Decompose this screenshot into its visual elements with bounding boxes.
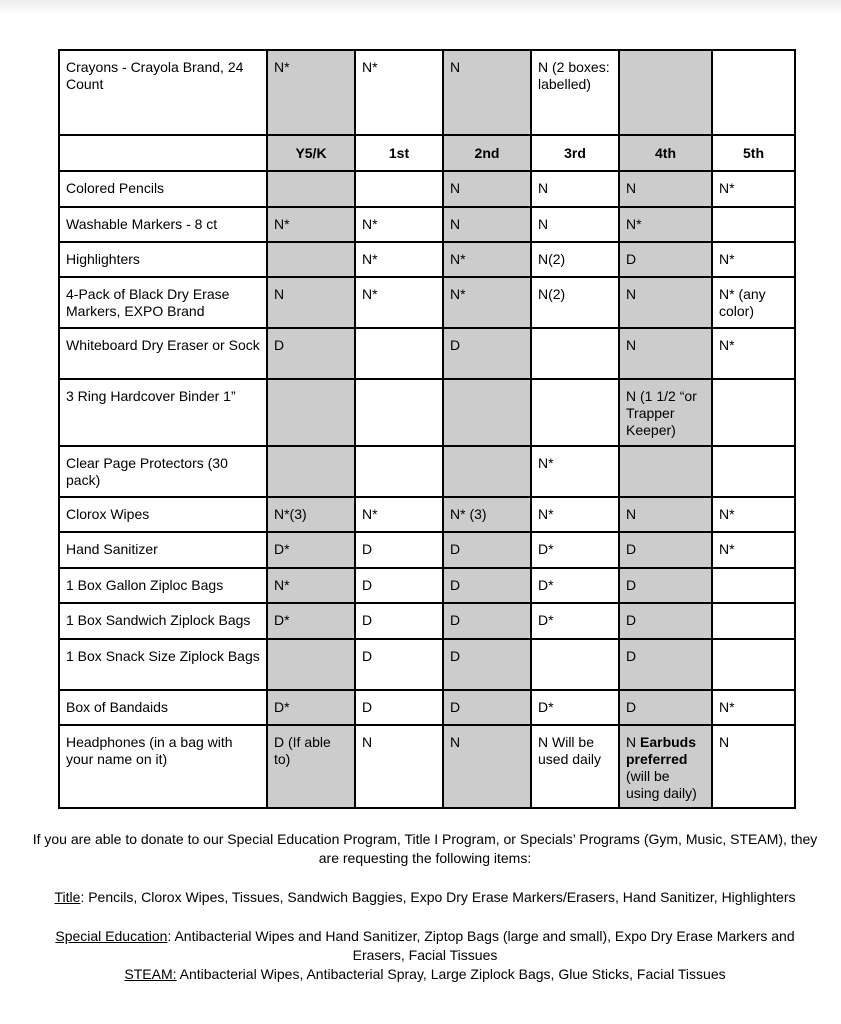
grade-cell: N (443, 50, 531, 135)
grade-header: 4th (619, 135, 712, 171)
item-name: 4-Pack of Black Dry Erase Markers, EXPO Brand (59, 277, 267, 328)
table-row (59, 242, 795, 277)
item-name: 1 Box Snack Size Ziplock Bags (59, 639, 267, 690)
steam-label: STEAM: (124, 966, 177, 982)
grade-cell (267, 379, 355, 446)
grade-cell: N* (443, 277, 531, 328)
item-name: 3 Ring Hardcover Binder 1” (59, 379, 267, 446)
grade-header: 3rd (531, 135, 619, 171)
grade-cell (355, 446, 443, 497)
grade-cell (355, 328, 443, 379)
grade-cell: D* (267, 532, 355, 568)
grade-cell: N*(3) (267, 497, 355, 532)
title-program-label: Title (54, 889, 81, 905)
grade-cell: D (267, 328, 355, 379)
grade-cell: D (619, 568, 712, 603)
item-name: Headphones (in a bag with your name on it) (59, 725, 267, 808)
grade-cell: N* (531, 497, 619, 532)
grade-cell (712, 379, 795, 446)
grade-cell (531, 328, 619, 379)
grade-header: 5th (712, 135, 795, 171)
grade-cell: N (443, 171, 531, 207)
grade-header: Y5/K (267, 135, 355, 171)
item-name: Hand Sanitizer (59, 532, 267, 568)
grade-cell: N (619, 497, 712, 532)
grade-cell: N (443, 725, 531, 808)
grade-cell: D* (531, 690, 619, 725)
grade-cell: D* (531, 532, 619, 568)
grade-header-row (59, 135, 795, 171)
grade-cell: D (619, 690, 712, 725)
grade-cell: N* (355, 497, 443, 532)
grade-cell (531, 379, 619, 446)
grade-cell: N (2 boxes: labelled) (531, 50, 619, 135)
grade-cell (712, 603, 795, 639)
grade-cell (531, 639, 619, 690)
special-education-line (30, 927, 820, 965)
item-name: 1 Box Sandwich Ziplock Bags (59, 603, 267, 639)
grade-cell: N (443, 207, 531, 242)
grade-cell: D (355, 639, 443, 690)
page-top-shadow (0, 0, 841, 14)
grade-cell: D (355, 532, 443, 568)
grade-cell: N* (267, 207, 355, 242)
cell-text: N (626, 734, 640, 750)
grade-cell: N* (531, 446, 619, 497)
table-row (59, 277, 795, 328)
grade-cell: N (267, 277, 355, 328)
grade-cell: N* (267, 50, 355, 135)
grade-cell (712, 639, 795, 690)
grade-cell: D* (267, 603, 355, 639)
item-name: Clorox Wipes (59, 497, 267, 532)
grade-cell (712, 446, 795, 497)
grade-cell (267, 171, 355, 207)
grade-cell: D (443, 690, 531, 725)
title-program-line (30, 888, 820, 907)
grade-cell: N* (712, 242, 795, 277)
item-name: Clear Page Protectors (30 pack) (59, 446, 267, 497)
grade-cell: N (619, 277, 712, 328)
grade-cell: D (619, 603, 712, 639)
grade-cell: N* (712, 532, 795, 568)
grade-cell: N (1 1/2 “or Trapper Keeper) (619, 379, 712, 446)
item-name: Box of Bandaids (59, 690, 267, 725)
item-name: Washable Markers - 8 ct (59, 207, 267, 242)
grade-cell: N* (any color) (712, 277, 795, 328)
grade-cell: D (355, 568, 443, 603)
header-blank-cell (59, 135, 267, 171)
grade-cell: N* (355, 207, 443, 242)
grade-cell: N* (355, 50, 443, 135)
table-row (59, 379, 795, 446)
steam-line (30, 965, 820, 984)
grade-cell: D (443, 568, 531, 603)
donation-intro: If you are able to donate to our Special Education Program, Title I Program, or Specials’ Programs (Gym, Music, STEAM), they are requesting the following items: (32, 831, 818, 866)
grade-cell (355, 379, 443, 446)
cell-text: (will be using daily) (626, 768, 697, 801)
earbuds-preferred-note: Earbuds preferred (626, 734, 697, 767)
grade-cell: N* (712, 171, 795, 207)
grade-header: 1st (355, 135, 443, 171)
grade-cell: D* (267, 690, 355, 725)
item-name: Crayons - Crayola Brand, 24 Count (59, 50, 267, 135)
grade-cell: D (619, 242, 712, 277)
grade-cell: D (355, 603, 443, 639)
grade-cell: D (355, 690, 443, 725)
table-row (59, 690, 795, 725)
grade-cell: D (443, 328, 531, 379)
table-row (59, 50, 795, 135)
grade-cell (443, 379, 531, 446)
donation-notes (30, 830, 820, 984)
table-row (59, 171, 795, 207)
grade-cell (443, 446, 531, 497)
table-row (59, 328, 795, 379)
item-name: Whiteboard Dry Eraser or Sock (59, 328, 267, 379)
grade-cell: D (619, 639, 712, 690)
supply-table-body (59, 50, 795, 808)
table-row (59, 497, 795, 532)
grade-cell: N* (712, 690, 795, 725)
grade-cell: N* (443, 242, 531, 277)
item-name: 1 Box Gallon Ziploc Bags (59, 568, 267, 603)
grade-cell: N Will be used daily (531, 725, 619, 808)
grade-cell: D (443, 603, 531, 639)
grade-cell (712, 207, 795, 242)
grade-cell: N (355, 725, 443, 808)
grade-cell: N* (267, 568, 355, 603)
grade-cell: N* (712, 497, 795, 532)
grade-cell (267, 446, 355, 497)
grade-cell (355, 171, 443, 207)
grade-cell: N (619, 328, 712, 379)
grade-cell: N (712, 725, 795, 808)
special-education-label: Special Education (55, 928, 168, 944)
grade-cell: N (531, 207, 619, 242)
table-row (59, 639, 795, 690)
grade-cell: N* (619, 207, 712, 242)
table-row (59, 603, 795, 639)
grade-cell: D (443, 639, 531, 690)
table-row (59, 568, 795, 603)
item-name: Colored Pencils (59, 171, 267, 207)
grade-cell: N(2) (531, 242, 619, 277)
table-row (59, 725, 795, 808)
grade-cell (619, 725, 712, 808)
special-education-items: : Antibacterial Wipes and Hand Sanitizer, Ziptop Bags (large and small), Expo Dry Erase Markers and Erasers, Facial Tissues (167, 928, 795, 963)
grade-cell (267, 639, 355, 690)
grade-cell: N* (355, 277, 443, 328)
supply-list-table (58, 49, 796, 809)
grade-cell: D (619, 532, 712, 568)
grade-cell: N(2) (531, 277, 619, 328)
steam-items: Antibacterial Wipes, Antibacterial Spray, Large Ziplock Bags, Glue Sticks, Facial Tissues (176, 966, 726, 982)
grade-cell: N (619, 171, 712, 207)
grade-header: 2nd (443, 135, 531, 171)
grade-cell: N* (712, 328, 795, 379)
table-row (59, 207, 795, 242)
grade-cell: D (If able to) (267, 725, 355, 808)
grade-cell: N* (3) (443, 497, 531, 532)
grade-cell: D (443, 532, 531, 568)
grade-cell (712, 50, 795, 135)
title-program-items: : Pencils, Clorox Wipes, Tissues, Sandwich Baggies, Expo Dry Erase Markers/Erasers, Hand Sanitizer, Highlighters (80, 889, 796, 905)
grade-cell: D* (531, 603, 619, 639)
grade-cell (619, 50, 712, 135)
grade-cell (712, 568, 795, 603)
grade-cell: N* (355, 242, 443, 277)
item-name: Highlighters (59, 242, 267, 277)
grade-cell: N (531, 171, 619, 207)
grade-cell: D* (531, 568, 619, 603)
grade-cell (267, 242, 355, 277)
table-row (59, 532, 795, 568)
table-row (59, 446, 795, 497)
grade-cell (619, 446, 712, 497)
